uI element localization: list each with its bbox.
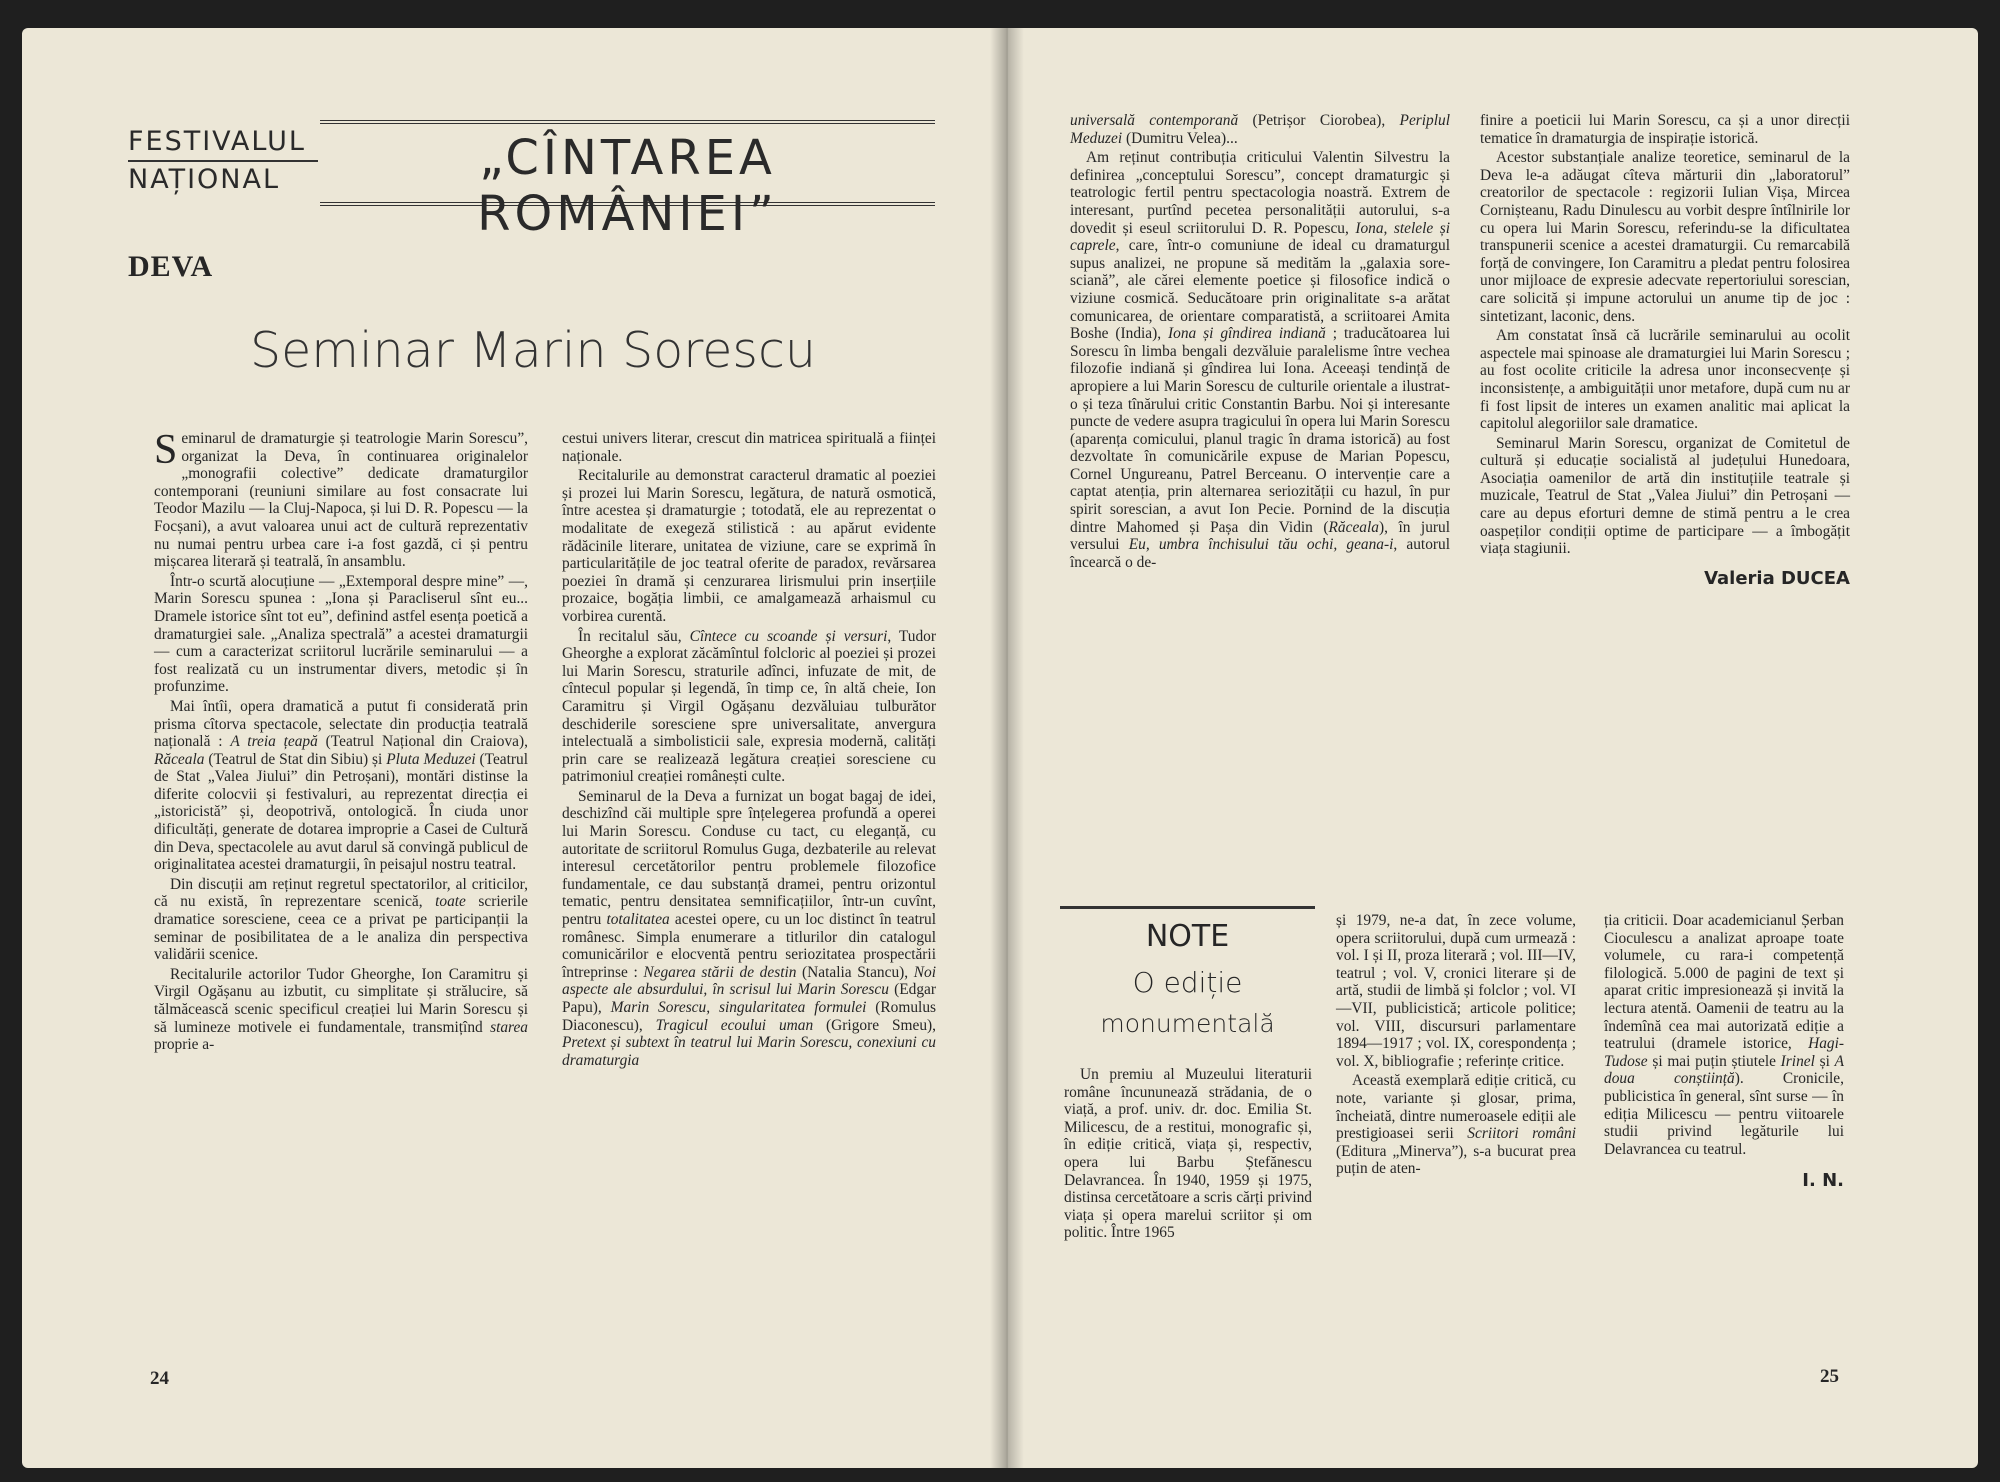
paragraph: și 1979, ne-a dat, în zece volume, opera scriitorului, după cum urmează : vol. I și II, proza literară ; vol. III—IV, teatrul ; vol. V, cronici literare și de artă, studii de limbă și folclor ; vol. VI—VII, publicistică; articole politice; vol. VIII, discursuri parlamentare 1894—1917 ; vol. IX, corespondența ; vol. X, bibliografie ; referințe critice. xyxy=(1336,912,1576,1070)
note-column-2 xyxy=(1336,912,1576,1180)
article-column-1 xyxy=(154,427,528,1056)
paragraph: Recitalurile au demonstrat caracterul dramatic al poeziei și prozei lui Marin Sorescu, legătura, de natură osmotică, între acestea și dramaturgie ; totodată, ele au reprezentat o modalitate de exegeză stilistică : au apărut evidente rădăcinile literare, unitatea de viziune, care se exprimă în particularitățile de joc teatral oferite de paradox, revărsarea poeziei în dramă și cenzurarea lirismului prin inserțiile prozaice, bogăția limbii, ce amalgamează arhaismul cu vorbirea curentă. xyxy=(562,467,936,625)
note-column-3 xyxy=(1604,912,1844,1190)
paragraph: Am reținut contribuția criticului Valentin Silvestru la definirea „conceptului Sorescu”, concept dramaturgic și teatrologic fertil pentru spectacologia noastră. Extrem de interesant, purtînd pecetea personalității autorului, s-a dovedit și eseul scriitorului D. R. Popescu, Iona, stelele și caprele, care, într-o comuniune de ideal cu dramaturgul supus analizei, ne propune să medităm la „galaxia soresciană”, ale cărei elemente poetice și filosofice indică o viziune cosmică. Seducătoare prin originalitate s-a arătat comunicarea, de orientare comparatistă, a scriitoarei Amita Boshe (India), Iona și gîndirea indiană ; traducătoarea lui Sorescu în limba bengali dezvăluie paralelisme între vechea filozofie indiană și gîndirea lui Iona. Aceeași tendință de apropiere a lui Marin Sorescu de culturile orientale a ilustrat-o și teza tînărului critic Constantin Barbu. Noi și interesante puncte de vedere asupra tragicului în opera lui Marin Sorescu (aparența comicului, planul tragic în drama istorică) au fost dezvoltate în comunicările expuse de Marian Popescu, Cornel Ungureanu, Patrel Berceanu. O intervenție care a captat atenția, prin alternarea seriozității cu hazul, în pur spirit sorescian, a avut Ion Pecie. Pornind de la discuția dintre Mahomed și Pașa din Vidin (Răceala), în jurul versului Eu, umbra închisului tău ochi, geana-i, autorul încearcă o de- xyxy=(1070,149,1451,571)
festival-line2: NAȚIONAL xyxy=(128,164,280,196)
paragraph: universală contemporană (Petrișor Ciorobea), Periplul Meduzei (Dumitru Velea)... xyxy=(1070,112,1450,147)
author-signature: Valeria DUCEA xyxy=(1704,567,1850,589)
festival-divider xyxy=(128,160,318,162)
page-number-right: 25 xyxy=(1820,1366,1839,1387)
city-heading: DEVA xyxy=(128,250,214,283)
paragraph: finire a poeticii lui Marin Sorescu, ca și a unor direcții tematice în dramaturgia de inspirație istorică. xyxy=(1480,112,1850,147)
paragraph xyxy=(154,427,528,571)
article-column-3 xyxy=(1070,112,1450,573)
note-title-line1: O ediție xyxy=(1132,966,1243,999)
festival-line1: FESTIVALUL xyxy=(128,126,306,157)
paragraph: Un premiu al Muzeului literaturii române încununează strădania, de o viață, a prof. univ. dr. doc. Emilia St. Milicescu, de a restitui, monografic și, în ediție critică, viața și, respectiv, opera lui Barbu Ștefănescu Delavrancea. În 1940, 1959 și 1975, distinsa cercetătoare a scris cărți privind viața și opera marelui scriitor și om politic. Între 1965 xyxy=(1064,1066,1312,1242)
paragraph: ția criticii. Doar academicianul Șerban Cioculescu a analizat aproape toate volumele, cu rara-i competență filologică. 5.000 de pagini de text și aparat critic impresionează și invită la lectura atentă. Oamenii de teatru au la îndemînă cea mai autorizată ediție a teatrului (dramele istorice, Hagi-Tudose și mai puțin știutele Irinel și A doua conștiință). Cronicile, publicistica în general, sînt surse — în ediția Milicescu — pentru viitoarele studii privind legăturile lui Delavrancea cu teatrul. xyxy=(1604,912,1844,1158)
article-title: Seminar Marin Sorescu xyxy=(250,322,816,379)
article-column-4 xyxy=(1480,112,1850,587)
note-section-title: NOTE xyxy=(1145,919,1230,954)
page-number-left: 24 xyxy=(150,1368,169,1389)
paragraph: Din discuții am reținut regretul spectatorilor, al criticilor, că nu există, în reprezentare scenică, toate scrierile dramatice soresciene, ceea ce a privat pe participanții la seminar de posibilitatea de a le analiza din perspectiva validării scenice. xyxy=(154,875,528,964)
note-column-1 xyxy=(1064,1066,1312,1244)
paragraph: cestui univers literar, crescut din matricea spirituală a ființei naționale. xyxy=(562,430,936,465)
paragraph: Într-o scurtă alocuțiune — „Extemporal despre mine” —, Marin Sorescu spunea : „Iona și Paracliserul sînt eu... Dramele istorice sînt tot eu”, definind astfel esența poetică a dramaturgiei sale. „Analiza spectrală” a acestei dramaturgii — cum a caracterizat scriitorul lucrările seminarului — a fost realizată cu un instrumentar divers, metodic și în profunzime. xyxy=(154,572,528,696)
paragraph: Această exemplară ediție critică, cu note, variante și glosar, prima, încheiată, dintre numeroasele ediții ale prestigioasei serii Scriitori români (Editura „Minerva”), s-a bucurat prea puțin de aten- xyxy=(1336,1072,1576,1178)
note-title-line2: monumentală xyxy=(1100,1009,1275,1038)
paragraph: În recitalul său, Cîntece cu scoande și versuri, Tudor Gheorghe a explorat zăcămîntul folcloric al poeziei și prozei lui Marin Sorescu, straturile adînci, infuzate de mit, de cîntecul popular și legendă, în timp ce, în altă cheie, Ion Caramitru și Virgil Ogășanu dezvăluiau tulburător deschiderile soresciene spre universalitate, anvergura intelectuală a simbolisticii sale, expresia modernă, calități prin care se realizează legătura creației soresciene cu patrimoniul creației românești culte. xyxy=(562,627,936,786)
note-signature: I. N. xyxy=(1802,1170,1844,1192)
paragraph-text: eminarul de dramaturgie și teatrologie Marin Sorescu”, organizat la Deva, în continuarea originalelor „monografii colective” dedicate dramaturgilor contemporani (reuniuni similare au fost consacrate lui Teodor Mazilu — la Cluj-Napoca, și lui D. R. Popescu — la Focșani), a avut valoarea unui act de cultură reprezentativ nu numai pentru urbea care i-a fost gazdă, ci și pentru mișcarea literară și teatrală, în ansamblu. xyxy=(154,430,528,571)
paragraph: Seminarul Marin Sorescu, organizat de Comitetul de cultură și educație socialistă al județului Hunedoara, Asociația oamenilor de artă din instituțiile teatrale și muzicale, Teatrul de Stat „Valea Jiului” din Petroșani — care au depus eforturi demne de stimă pentru a le crea oaspeților condiții optime de participare — a îmbogățit viața stagiunii. xyxy=(1480,434,1850,558)
paragraph: Acestor substanțiale analize teoretice, seminarul de la Deva le-a adăugat cîteva mărturii din „laboratorul” creatorilor de spectacole : regizorii Iulian Vișa, Mircea Cornișteanu, Radu Dinulescu au vorbit despre întîlnirile lor cu opera lui Marin Sorescu, referindu-se la dificultatea transpunerii scenice a acestei dramaturgii. Cu remarcabilă forță de convingere, Ion Caramitru a pledat pentru folosirea unor mijloace de expresie adecvate repertoriului sorescian, care solicită și impune actorului un anume tip de joc : sintetizant, laconic, dens. xyxy=(1480,149,1850,325)
drop-cap: S xyxy=(154,427,178,473)
paragraph: Mai întîi, opera dramatică a putut fi considerată prin prisma cîtorva spectacole, selectate din producția teatrală națională : A treia țeapă (Teatrul Național din Craiova), Răceala (Teatrul de Stat din Sibiu) și Pluta Meduzei (Teatrul de Stat „Valea Jiului” din Petroșani), montări distinse la diferite colocvii și festivaluri, au reprezentat direcția ei „istoricistă” și, deopotrivă, ontologică. În ciuda unor dificultăți, generate de dotarea improprie a Casei de Cultură din Deva, spectacolele au avut darul să convingă publicul de originalitatea acestei dramaturgii, în peisajul nostru teatral. xyxy=(154,697,528,874)
festival-label xyxy=(128,126,328,197)
article-column-2 xyxy=(562,430,936,1071)
paragraph: Am constatat însă că lucrările seminarului au ocolit aspectele mai spinoase ale dramaturgiei lui Marin Sorescu ; au fost ocolite criticile la adresa unor inconsecvențe și inconsistențe, a ambiguității unor metafore, după cum nu ar fi fost lipsit de interes un examen analitic mai aplicat la capitolul alegoriilor sale dramatice. xyxy=(1480,327,1850,433)
paragraph: Recitalurile actorilor Tudor Gheorghe, Ion Caramitru și Virgil Ogășanu au izbutit, cu simplitate și strălucire, să tălmăcească scenic specificul creației lui Marin Sorescu și să lumineze motivele ei fundamentale, transmițînd starea proprie a- xyxy=(154,965,528,1054)
note-section-header xyxy=(1060,906,1315,1038)
main-title: „CÎNTAREA ROMÂNIEI” xyxy=(477,130,778,242)
paragraph: Seminarul de la Deva a furnizat un bogat bagaj de idei, deschizînd căi multiple spre înțelegerea profundă a operei lui Marin Sorescu. Conduse cu tact, cu eleganță, cu autoritate de scriitorul Romulus Guga, dezbaterile au relevat interesul cercetătorilor pentru problemele filozofice fundamentale, ce dau substanță dramei, pentru orizontul tematic, pentru densitatea semnificațiilor, într-un cuvînt, pentru totalitatea acestei opere, cu un loc distinct în teatrul românesc. Simpla enumerare a titlurilor din catalogul comunicărilor e elocventă pentru seriozitatea prospectării întreprinse : Negarea stării de destin (Natalia Stancu), Noi aspecte ale absurdului, în scrisul lui Marin Sorescu (Edgar Papu), Marin Sorescu, singularitatea formulei (Romulus Diaconescu), Tragicul ecoului uman (Grigore Smeu), Pretext și subtext în teatrul lui Marin Sorescu, conexiuni cu dramaturgia xyxy=(562,787,937,1069)
